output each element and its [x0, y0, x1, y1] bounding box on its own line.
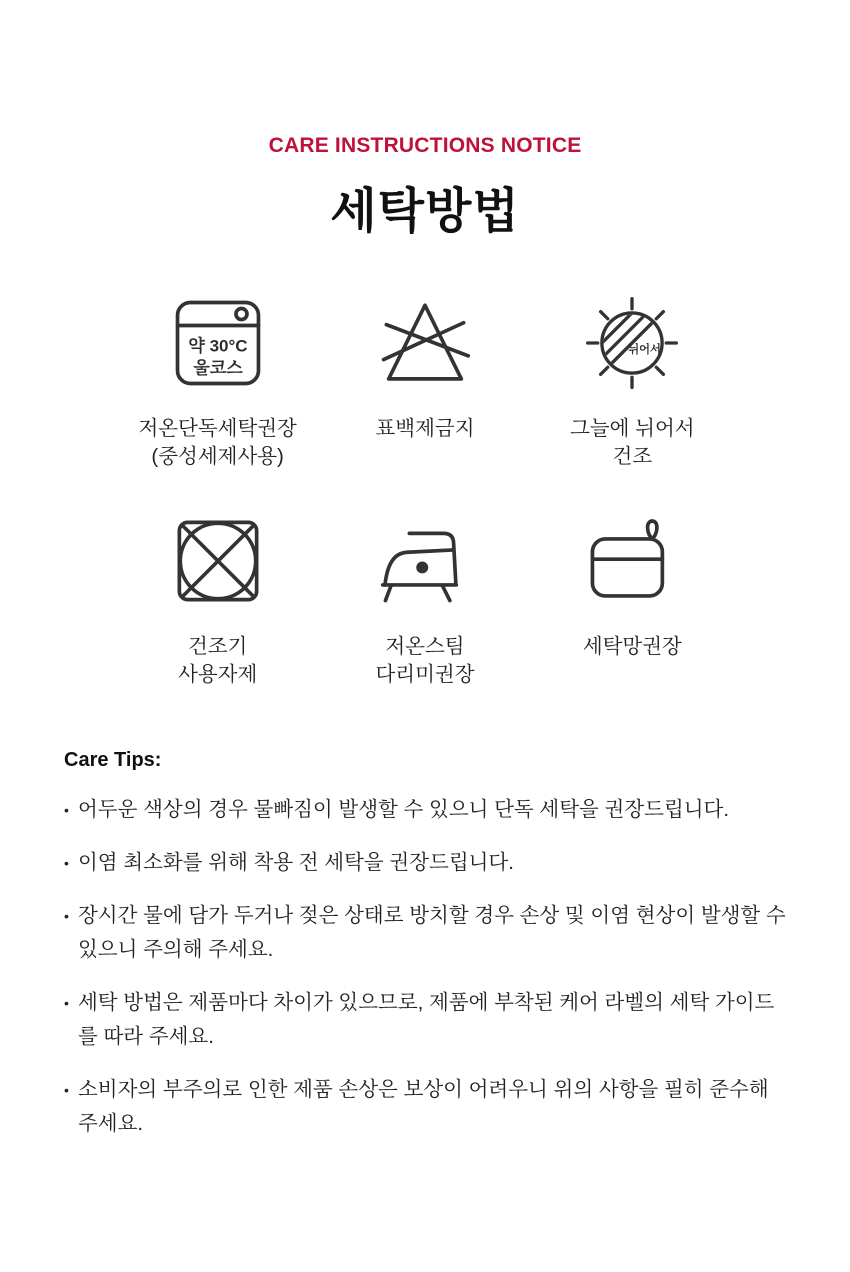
care-tips-section [64, 749, 786, 1141]
care-item-dry-in-shade [529, 297, 736, 471]
care-tip-item [64, 846, 786, 880]
header [0, 0, 850, 241]
care-tip-text: 이염 최소화를 위해 착용 전 세탁을 권장드립니다. [78, 851, 514, 874]
care-tip-text: 장시간 물에 담가 두거나 젖은 상태로 방치할 경우 손상 및 이염 현상이 발생할 수 있으니 주의해 주세요. [78, 904, 786, 961]
bullet-dot: • [64, 995, 69, 1011]
do-not-tumble-dry-icon [170, 515, 266, 607]
care-item-no-tumble-dry [114, 515, 321, 689]
icon-label: 세탁망권장 [582, 635, 682, 658]
do-not-bleach-icon [377, 297, 473, 389]
bullet-dot: • [64, 1082, 69, 1098]
care-symbol-grid [114, 297, 736, 689]
dry-flat-in-shade-icon [584, 297, 680, 389]
page-title: 세탁방법 [330, 185, 520, 238]
svg-text:뉘어서: 뉘어서 [628, 344, 662, 357]
bullet-dot: • [64, 908, 69, 924]
care-tip-item [64, 986, 786, 1054]
icon-label: 표백제금지 [375, 417, 475, 440]
bullet-dot: • [64, 855, 69, 871]
iron-low-steam-icon [377, 515, 473, 607]
icon-label: 그늘에 뉘어서 건조 [570, 417, 695, 468]
care-tip-text: 어두운 색상의 경우 물빠짐이 발생할 수 있으니 단독 세탁을 권장드립니다. [78, 798, 730, 821]
icon-label: 저온스팀 다리미권장 [375, 635, 475, 686]
svg-text:울코스: 울코스 [193, 358, 243, 378]
icon-label: 건조기 사용자제 [178, 635, 258, 686]
bullet-dot: • [64, 802, 69, 818]
care-tip-item [64, 1073, 786, 1141]
care-item-laundry-net [529, 515, 736, 689]
machine-wash-30-icon [170, 297, 266, 389]
care-item-iron-low [321, 515, 528, 689]
care-tip-item [64, 899, 786, 967]
care-tip-item [64, 793, 786, 827]
care-tips-heading: Care Tips: [64, 749, 162, 771]
eyebrow-heading: CARE INSTRUCTIONS NOTICE [268, 134, 582, 157]
care-tip-text: 소비자의 부주의로 인한 제품 손상은 보상이 어려우니 위의 사항을 필히 준수해 주세요. [78, 1078, 769, 1135]
care-item-no-bleach [321, 297, 528, 471]
care-tip-text: 세탁 방법은 제품마다 차이가 있으므로, 제품에 부착된 케어 라벨의 세탁 가이드를 따라 주세요. [78, 991, 775, 1048]
care-item-machine-wash [114, 297, 321, 471]
laundry-net-icon [584, 515, 680, 607]
care-tips-list [64, 793, 786, 1141]
svg-text:약 30°C: 약 30°C [188, 336, 248, 356]
icon-label: 저온단독세탁권장 (중성세제사용) [138, 417, 297, 468]
